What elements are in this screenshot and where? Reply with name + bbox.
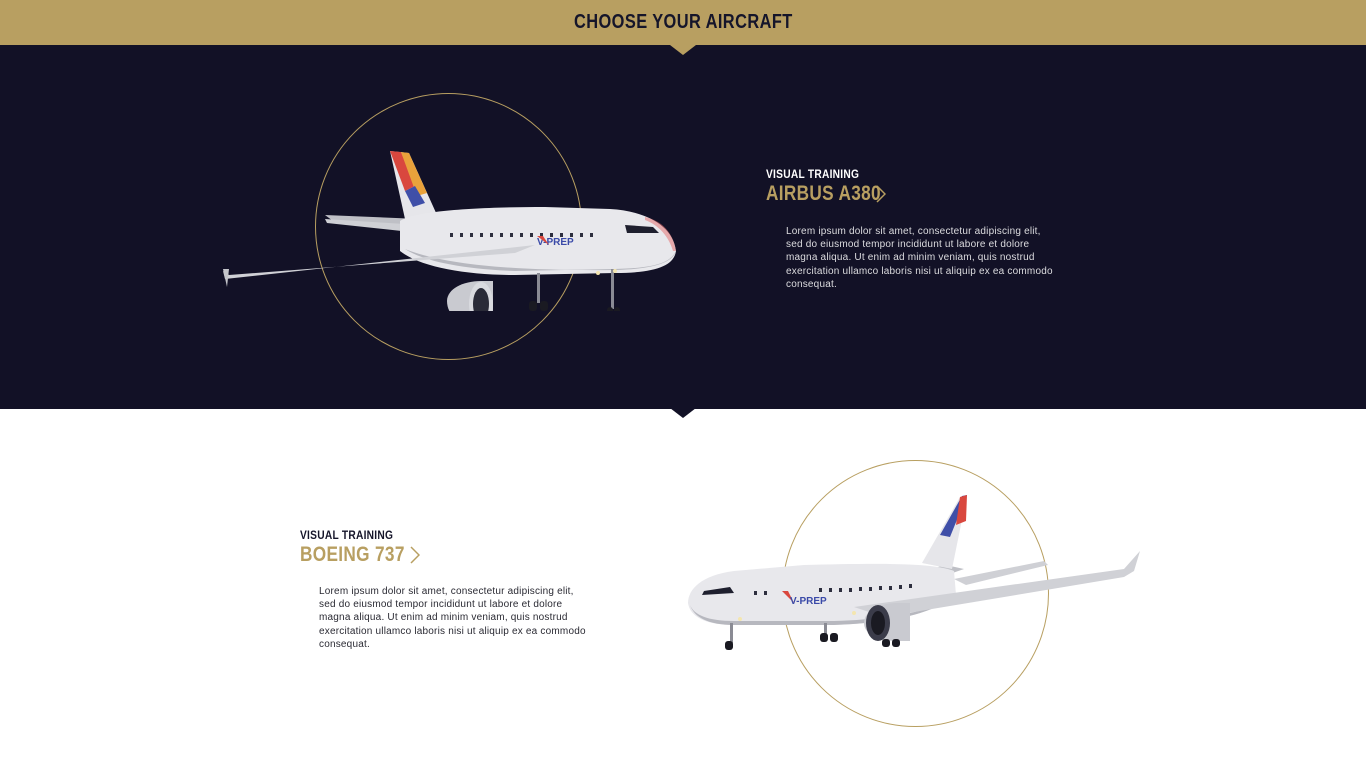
header-pointer: [670, 45, 696, 55]
aircraft-title-link[interactable]: [300, 543, 420, 567]
aircraft-eyebrow: VISUAL TRAINING: [766, 167, 860, 181]
page-title: CHOOSE YOUR AIRCRAFT: [573, 11, 793, 33]
aircraft-card-airbus: [0, 45, 1366, 409]
livery-logo: V-PREP: [790, 596, 827, 607]
page-header: [0, 0, 1366, 45]
airplane-illustration[interactable]: [215, 141, 685, 311]
aircraft-model-name[interactable]: BOEING 737: [300, 543, 405, 566]
chevron-right-icon[interactable]: [410, 546, 420, 564]
section-pointer: [670, 408, 696, 418]
aircraft-description: Lorem ipsum dolor sit amet, consectetur adipiscing elit, sed do eiusmod tempor incididunt ut labore et dolore magna aliqua. Ut enim ad minim veniam, quis nostrud exercitation ullamco laboris nisi ut aliquip ex ea commodo consequat.: [319, 586, 586, 650]
aircraft-info-boeing: [300, 528, 420, 567]
aircraft-eyebrow: VISUAL TRAINING: [300, 528, 394, 542]
aircraft-info-airbus: [766, 167, 886, 206]
aircraft-description: Lorem ipsum dolor sit amet, consectetur adipiscing elit, sed do eiusmod tempor incididunt ut labore et dolore magna aliqua. Ut enim ad minim veniam, quis nostrud exercitation ullamco laboris nisi ut aliquip ex ea commodo consequat.: [786, 226, 1053, 290]
livery-logo: V-PREP: [537, 237, 574, 248]
airplane-illustration[interactable]: [684, 491, 1146, 656]
aircraft-card-boeing: [0, 409, 1366, 768]
aircraft-title-link[interactable]: [766, 182, 886, 206]
aircraft-model-name[interactable]: AIRBUS A380: [766, 182, 881, 205]
